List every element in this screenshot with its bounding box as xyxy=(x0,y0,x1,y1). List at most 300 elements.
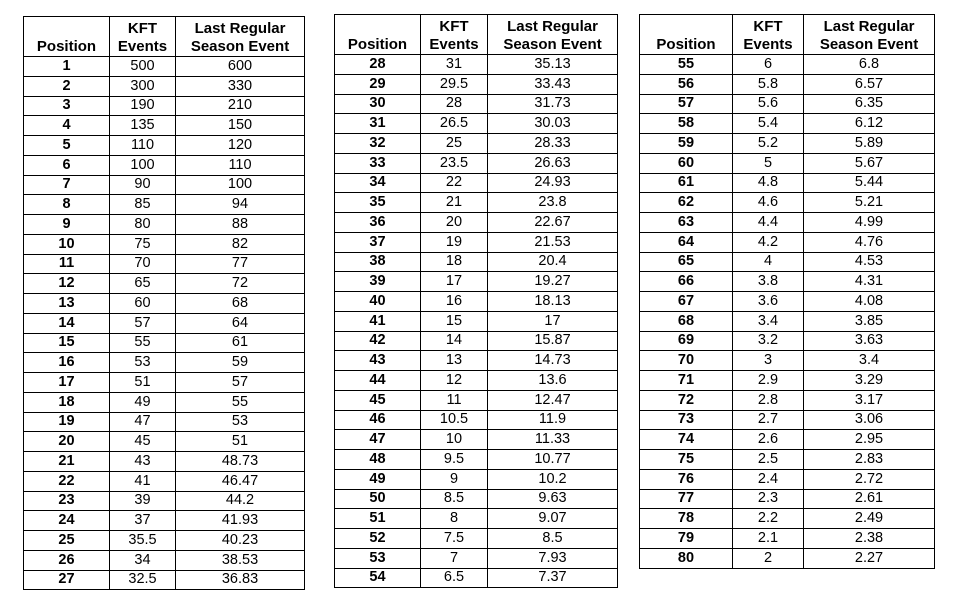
kft-events-cell: 5.8 xyxy=(733,74,804,94)
position-cell: 52 xyxy=(335,529,421,549)
last-event-cell: 8.5 xyxy=(488,529,618,549)
table-row xyxy=(335,331,618,351)
kft-events-cell: 3 xyxy=(733,351,804,371)
last-event-header: Last Regular Season Event xyxy=(804,15,935,55)
table-row xyxy=(335,292,618,312)
kft-events-cell: 2.6 xyxy=(733,430,804,450)
position-cell: 62 xyxy=(640,193,733,213)
table-row xyxy=(640,430,935,450)
position-cell: 49 xyxy=(335,469,421,489)
kft-events-cell: 65 xyxy=(110,274,176,294)
position-cell: 43 xyxy=(335,351,421,371)
position-cell: 30 xyxy=(335,94,421,114)
last-event-cell: 12.47 xyxy=(488,390,618,410)
kft-events-cell: 100 xyxy=(110,155,176,175)
header-row xyxy=(335,15,618,55)
position-cell: 80 xyxy=(640,548,733,568)
kft-events-cell: 2.9 xyxy=(733,371,804,391)
kft-events-cell: 23.5 xyxy=(421,153,488,173)
last-event-cell: 23.8 xyxy=(488,193,618,213)
last-event-cell: 36.83 xyxy=(176,570,305,590)
kft-events-cell: 2.5 xyxy=(733,450,804,470)
position-cell: 39 xyxy=(335,272,421,292)
last-event-cell: 4.76 xyxy=(804,232,935,252)
kft-events-cell: 10 xyxy=(421,430,488,450)
table-row xyxy=(640,114,935,134)
table-row xyxy=(640,548,935,568)
kft-events-cell: 75 xyxy=(110,234,176,254)
table-row xyxy=(640,94,935,114)
position-cell: 46 xyxy=(335,410,421,430)
last-event-cell: 18.13 xyxy=(488,292,618,312)
kft-events-cell: 20 xyxy=(421,213,488,233)
last-event-cell: 120 xyxy=(176,136,305,156)
kft-events-cell: 19 xyxy=(421,232,488,252)
position-cell: 2 xyxy=(24,76,110,96)
last-event-cell: 3.63 xyxy=(804,331,935,351)
table-row xyxy=(640,272,935,292)
last-event-cell: 68 xyxy=(176,294,305,314)
last-event-cell: 330 xyxy=(176,76,305,96)
table-row xyxy=(640,410,935,430)
kft-events-cell: 2.4 xyxy=(733,469,804,489)
position-header: Position xyxy=(335,15,421,55)
position-cell: 12 xyxy=(24,274,110,294)
table-row xyxy=(640,134,935,154)
last-event-cell: 82 xyxy=(176,234,305,254)
position-cell: 68 xyxy=(640,311,733,331)
last-event-cell: 57 xyxy=(176,373,305,393)
last-event-cell: 9.63 xyxy=(488,489,618,509)
position-cell: 38 xyxy=(335,252,421,272)
position-cell: 53 xyxy=(335,548,421,568)
table-row xyxy=(24,274,305,294)
position-cell: 9 xyxy=(24,215,110,235)
last-event-cell: 6.57 xyxy=(804,74,935,94)
position-cell: 1 xyxy=(24,57,110,77)
table-row xyxy=(335,371,618,391)
position-cell: 31 xyxy=(335,114,421,134)
position-cell: 48 xyxy=(335,450,421,470)
table-row xyxy=(24,57,305,77)
position-cell: 78 xyxy=(640,509,733,529)
kft-events-cell: 300 xyxy=(110,76,176,96)
last-event-cell: 48.73 xyxy=(176,452,305,472)
table-row xyxy=(24,234,305,254)
last-event-cell: 2.61 xyxy=(804,489,935,509)
kft-events-cell: 4.6 xyxy=(733,193,804,213)
last-event-cell: 3.85 xyxy=(804,311,935,331)
last-event-cell: 44.2 xyxy=(176,491,305,511)
kft-events-cell: 15 xyxy=(421,311,488,331)
kft-events-cell: 110 xyxy=(110,136,176,156)
position-cell: 79 xyxy=(640,529,733,549)
last-event-header: Last Regular Season Event xyxy=(488,15,618,55)
kft-events-cell: 8.5 xyxy=(421,489,488,509)
points-table-1 xyxy=(23,16,305,590)
kft-events-cell: 26.5 xyxy=(421,114,488,134)
last-event-cell: 22.67 xyxy=(488,213,618,233)
last-event-cell: 3.4 xyxy=(804,351,935,371)
kft-events-cell: 31 xyxy=(421,55,488,75)
position-cell: 35 xyxy=(335,193,421,213)
last-event-cell: 55 xyxy=(176,392,305,412)
last-event-cell: 9.07 xyxy=(488,509,618,529)
position-cell: 21 xyxy=(24,452,110,472)
position-cell: 67 xyxy=(640,292,733,312)
position-header: Position xyxy=(24,17,110,57)
last-event-cell: 6.12 xyxy=(804,114,935,134)
kft-events-cell: 5.6 xyxy=(733,94,804,114)
position-cell: 33 xyxy=(335,153,421,173)
table-row xyxy=(640,529,935,549)
last-event-cell: 4.31 xyxy=(804,272,935,292)
position-cell: 14 xyxy=(24,313,110,333)
position-cell: 72 xyxy=(640,390,733,410)
last-event-cell: 31.73 xyxy=(488,94,618,114)
last-event-cell: 30.03 xyxy=(488,114,618,134)
last-event-cell: 2.95 xyxy=(804,430,935,450)
last-event-cell: 2.38 xyxy=(804,529,935,549)
last-event-cell: 2.72 xyxy=(804,469,935,489)
kft-events-cell: 41 xyxy=(110,471,176,491)
kft-events-cell: 34 xyxy=(110,550,176,570)
position-cell: 77 xyxy=(640,489,733,509)
kft-events-cell: 47 xyxy=(110,412,176,432)
kft-events-cell: 500 xyxy=(110,57,176,77)
table-row xyxy=(24,570,305,590)
kft-events-cell: 90 xyxy=(110,175,176,195)
kft-events-cell: 53 xyxy=(110,353,176,373)
table-row xyxy=(24,333,305,353)
table-row xyxy=(24,353,305,373)
kft-events-header: KFT Events xyxy=(110,17,176,57)
position-cell: 56 xyxy=(640,74,733,94)
kft-events-cell: 8 xyxy=(421,509,488,529)
table-row xyxy=(640,213,935,233)
kft-events-cell: 70 xyxy=(110,254,176,274)
table-row xyxy=(24,195,305,215)
last-event-cell: 35.13 xyxy=(488,55,618,75)
position-cell: 60 xyxy=(640,153,733,173)
position-cell: 65 xyxy=(640,252,733,272)
kft-events-cell: 3.2 xyxy=(733,331,804,351)
kft-events-cell: 85 xyxy=(110,195,176,215)
position-cell: 24 xyxy=(24,511,110,531)
table-row xyxy=(335,311,618,331)
table-row xyxy=(335,469,618,489)
position-cell: 26 xyxy=(24,550,110,570)
last-event-cell: 38.53 xyxy=(176,550,305,570)
table-row xyxy=(640,489,935,509)
table-row xyxy=(24,155,305,175)
table-row xyxy=(640,469,935,489)
last-event-cell: 150 xyxy=(176,116,305,136)
table-row xyxy=(24,432,305,452)
table-row xyxy=(335,450,618,470)
position-cell: 18 xyxy=(24,392,110,412)
last-event-cell: 10.2 xyxy=(488,469,618,489)
position-cell: 16 xyxy=(24,353,110,373)
kft-events-cell: 5.4 xyxy=(733,114,804,134)
position-cell: 8 xyxy=(24,195,110,215)
last-event-cell: 2.27 xyxy=(804,548,935,568)
table-row xyxy=(640,509,935,529)
kft-events-cell: 22 xyxy=(421,173,488,193)
table-row xyxy=(24,550,305,570)
table-row xyxy=(335,390,618,410)
table-row xyxy=(24,373,305,393)
position-cell: 34 xyxy=(335,173,421,193)
position-cell: 66 xyxy=(640,272,733,292)
last-event-cell: 11.33 xyxy=(488,430,618,450)
header-row xyxy=(24,17,305,57)
table-row xyxy=(335,410,618,430)
table-row xyxy=(24,392,305,412)
position-cell: 45 xyxy=(335,390,421,410)
position-cell: 74 xyxy=(640,430,733,450)
last-event-cell: 77 xyxy=(176,254,305,274)
kft-events-cell: 28 xyxy=(421,94,488,114)
table-row xyxy=(640,390,935,410)
last-event-cell: 94 xyxy=(176,195,305,215)
last-event-cell: 5.21 xyxy=(804,193,935,213)
position-cell: 50 xyxy=(335,489,421,509)
kft-events-cell: 135 xyxy=(110,116,176,136)
position-cell: 3 xyxy=(24,96,110,116)
kft-events-cell: 2.7 xyxy=(733,410,804,430)
table-row xyxy=(24,313,305,333)
position-cell: 44 xyxy=(335,371,421,391)
position-cell: 76 xyxy=(640,469,733,489)
table-row xyxy=(24,452,305,472)
position-cell: 11 xyxy=(24,254,110,274)
table-row xyxy=(335,509,618,529)
last-event-cell: 11.9 xyxy=(488,410,618,430)
last-event-cell: 59 xyxy=(176,353,305,373)
table-row xyxy=(640,173,935,193)
position-cell: 42 xyxy=(335,331,421,351)
last-event-cell: 10.77 xyxy=(488,450,618,470)
table-row xyxy=(640,252,935,272)
last-event-cell: 210 xyxy=(176,96,305,116)
kft-events-cell: 13 xyxy=(421,351,488,371)
table-row xyxy=(24,412,305,432)
table-row xyxy=(335,351,618,371)
kft-events-cell: 14 xyxy=(421,331,488,351)
position-cell: 40 xyxy=(335,292,421,312)
table-row xyxy=(335,272,618,292)
kft-events-cell: 32.5 xyxy=(110,570,176,590)
table-row xyxy=(640,74,935,94)
kft-events-cell: 57 xyxy=(110,313,176,333)
position-cell: 20 xyxy=(24,432,110,452)
position-cell: 75 xyxy=(640,450,733,470)
kft-events-cell: 7.5 xyxy=(421,529,488,549)
last-event-cell: 19.27 xyxy=(488,272,618,292)
position-cell: 51 xyxy=(335,509,421,529)
position-cell: 73 xyxy=(640,410,733,430)
kft-events-cell: 3.4 xyxy=(733,311,804,331)
last-event-cell: 110 xyxy=(176,155,305,175)
table-row xyxy=(24,175,305,195)
kft-events-cell: 16 xyxy=(421,292,488,312)
table-row xyxy=(24,136,305,156)
kft-events-cell: 5.2 xyxy=(733,134,804,154)
last-event-cell: 4.08 xyxy=(804,292,935,312)
kft-events-cell: 3.6 xyxy=(733,292,804,312)
last-event-cell: 5.89 xyxy=(804,134,935,154)
kft-events-cell: 37 xyxy=(110,511,176,531)
position-cell: 7 xyxy=(24,175,110,195)
table-row xyxy=(640,351,935,371)
last-event-cell: 33.43 xyxy=(488,74,618,94)
table-row xyxy=(335,232,618,252)
table-row xyxy=(335,114,618,134)
table-row xyxy=(335,529,618,549)
position-cell: 27 xyxy=(24,570,110,590)
kft-events-header: KFT Events xyxy=(421,15,488,55)
last-event-cell: 17 xyxy=(488,311,618,331)
position-cell: 19 xyxy=(24,412,110,432)
position-cell: 47 xyxy=(335,430,421,450)
points-table-2 xyxy=(334,14,618,588)
last-event-cell: 100 xyxy=(176,175,305,195)
table-row xyxy=(24,116,305,136)
position-cell: 13 xyxy=(24,294,110,314)
kft-events-cell: 9.5 xyxy=(421,450,488,470)
table-row xyxy=(335,55,618,75)
table-row xyxy=(640,232,935,252)
table-row xyxy=(640,292,935,312)
kft-events-cell: 6.5 xyxy=(421,568,488,588)
kft-events-cell: 190 xyxy=(110,96,176,116)
table-row xyxy=(335,213,618,233)
position-cell: 15 xyxy=(24,333,110,353)
table-row xyxy=(24,471,305,491)
last-event-cell: 64 xyxy=(176,313,305,333)
position-cell: 71 xyxy=(640,371,733,391)
table-row xyxy=(335,74,618,94)
position-cell: 6 xyxy=(24,155,110,175)
table-row xyxy=(640,193,935,213)
table-row xyxy=(640,450,935,470)
position-cell: 63 xyxy=(640,213,733,233)
position-cell: 61 xyxy=(640,173,733,193)
kft-events-cell: 4 xyxy=(733,252,804,272)
position-cell: 64 xyxy=(640,232,733,252)
table-row xyxy=(640,55,935,75)
table-row xyxy=(335,173,618,193)
kft-events-cell: 39 xyxy=(110,491,176,511)
position-cell: 22 xyxy=(24,471,110,491)
kft-events-cell: 80 xyxy=(110,215,176,235)
last-event-cell: 72 xyxy=(176,274,305,294)
table-row xyxy=(24,96,305,116)
kft-events-cell: 55 xyxy=(110,333,176,353)
kft-events-cell: 7 xyxy=(421,548,488,568)
kft-events-cell: 12 xyxy=(421,371,488,391)
kft-events-cell: 25 xyxy=(421,134,488,154)
last-event-cell: 2.49 xyxy=(804,509,935,529)
last-event-cell: 20.4 xyxy=(488,252,618,272)
kft-events-cell: 2.1 xyxy=(733,529,804,549)
kft-events-cell: 2.3 xyxy=(733,489,804,509)
table-row xyxy=(640,331,935,351)
last-event-cell: 24.93 xyxy=(488,173,618,193)
kft-events-header: KFT Events xyxy=(733,15,804,55)
position-cell: 29 xyxy=(335,74,421,94)
last-event-cell: 14.73 xyxy=(488,351,618,371)
kft-events-cell: 11 xyxy=(421,390,488,410)
position-cell: 5 xyxy=(24,136,110,156)
kft-events-cell: 2.8 xyxy=(733,390,804,410)
kft-events-cell: 29.5 xyxy=(421,74,488,94)
last-event-cell: 26.63 xyxy=(488,153,618,173)
table-row xyxy=(24,254,305,274)
last-event-cell: 600 xyxy=(176,57,305,77)
kft-events-cell: 51 xyxy=(110,373,176,393)
position-cell: 58 xyxy=(640,114,733,134)
last-event-cell: 3.06 xyxy=(804,410,935,430)
table-row xyxy=(335,568,618,588)
last-event-cell: 46.47 xyxy=(176,471,305,491)
last-event-cell: 53 xyxy=(176,412,305,432)
table-row xyxy=(24,491,305,511)
kft-events-cell: 45 xyxy=(110,432,176,452)
header-row xyxy=(640,15,935,55)
table-row xyxy=(335,193,618,213)
kft-events-cell: 5 xyxy=(733,153,804,173)
position-cell: 55 xyxy=(640,55,733,75)
last-event-cell: 13.6 xyxy=(488,371,618,391)
position-header: Position xyxy=(640,15,733,55)
table-row xyxy=(24,76,305,96)
last-event-cell: 21.53 xyxy=(488,232,618,252)
kft-events-cell: 35.5 xyxy=(110,531,176,551)
table-row xyxy=(335,153,618,173)
kft-events-cell: 2.2 xyxy=(733,509,804,529)
last-event-cell: 41.93 xyxy=(176,511,305,531)
last-event-cell: 3.29 xyxy=(804,371,935,391)
position-cell: 4 xyxy=(24,116,110,136)
kft-events-cell: 18 xyxy=(421,252,488,272)
last-event-cell: 2.83 xyxy=(804,450,935,470)
table-row xyxy=(24,531,305,551)
position-cell: 59 xyxy=(640,134,733,154)
table-row xyxy=(335,134,618,154)
table-row xyxy=(335,252,618,272)
last-event-header: Last Regular Season Event xyxy=(176,17,305,57)
points-table-3 xyxy=(639,14,935,569)
position-cell: 17 xyxy=(24,373,110,393)
last-event-cell: 7.37 xyxy=(488,568,618,588)
position-cell: 57 xyxy=(640,94,733,114)
kft-events-cell: 60 xyxy=(110,294,176,314)
kft-events-cell: 10.5 xyxy=(421,410,488,430)
last-event-cell: 40.23 xyxy=(176,531,305,551)
table-row xyxy=(640,311,935,331)
kft-events-cell: 4.4 xyxy=(733,213,804,233)
position-cell: 23 xyxy=(24,491,110,511)
kft-events-cell: 4.2 xyxy=(733,232,804,252)
table-row xyxy=(640,371,935,391)
last-event-cell: 28.33 xyxy=(488,134,618,154)
kft-events-cell: 3.8 xyxy=(733,272,804,292)
table-row xyxy=(640,153,935,173)
table-row xyxy=(335,548,618,568)
position-cell: 69 xyxy=(640,331,733,351)
